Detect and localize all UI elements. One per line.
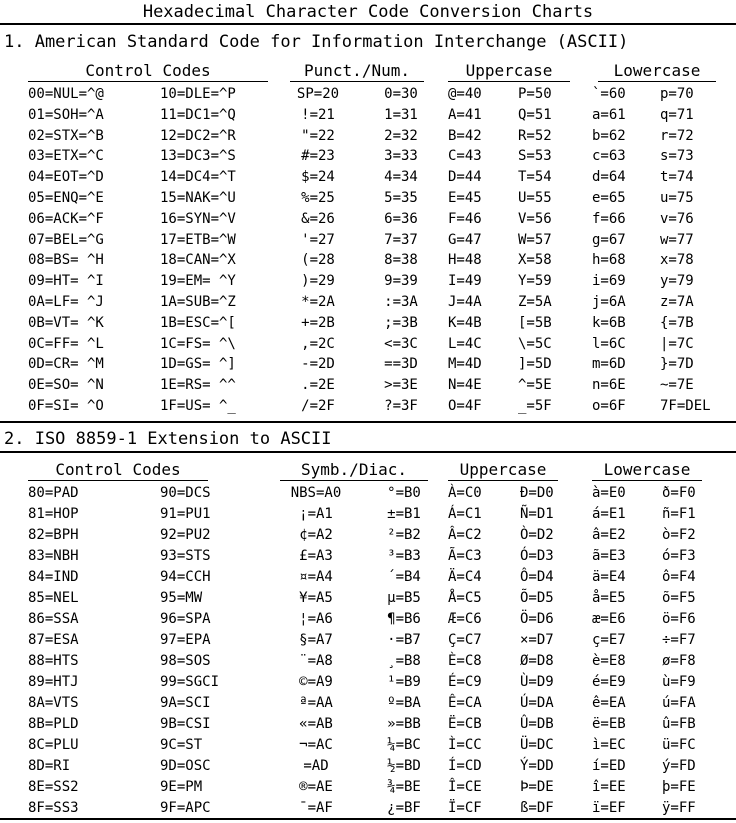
code-entry: ô=F4 [662, 569, 696, 585]
code-entry: b=62 [592, 127, 626, 144]
code-entry: i=69 [592, 273, 626, 290]
code-entry: °=B0 [387, 485, 421, 501]
code-entry: <=3C [384, 335, 418, 352]
code-entry: 8E=SS2 [28, 779, 79, 795]
code-entry: }=7D [660, 356, 694, 373]
code-entry: 05=ENQ=^E [28, 190, 104, 206]
code-entry: z=7A [660, 294, 694, 310]
divider [0, 818, 736, 820]
code-entry: ¾=BE [387, 779, 421, 795]
code-entry: 9E=PM [160, 779, 203, 795]
code-entry: "=22 [301, 127, 335, 144]
code-entry: +=2B [301, 314, 335, 331]
code-entry: {=7B [660, 314, 694, 331]
code-entry: c=63 [592, 148, 626, 165]
code-entry: µ=B5 [387, 590, 421, 606]
code-entry: Ý=DD [520, 758, 554, 774]
code-entry: Ú=DA [520, 695, 554, 711]
code-entry: 94=CCH [160, 569, 211, 585]
code-entry: (=28 [301, 252, 335, 269]
code-entry: $=24 [301, 169, 335, 186]
code-entry: )=29 [301, 273, 335, 290]
code-entry: 9B=CSI [160, 716, 211, 732]
code-entry: 8C=PLU [28, 737, 79, 753]
code-entry: O=4F [448, 398, 482, 414]
code-entry: F=46 [448, 210, 482, 227]
group-header: Lowercase [598, 62, 716, 82]
code-entry: 8F=SS3 [28, 800, 79, 816]
code-entry: 85=NEL [28, 590, 79, 606]
code-entry: 18=CAN=^X [160, 252, 236, 269]
code-entry: 0E=SO= ^N [28, 377, 104, 394]
code-entry: X=58 [518, 252, 552, 269]
code-entry: 0F=SI= ^O [28, 398, 104, 414]
code-entry: ¥=A5 [299, 590, 333, 606]
code-entry: P=50 [518, 86, 552, 102]
code-entry: £=A3 [299, 548, 333, 564]
code-entry: »=BB [387, 716, 421, 732]
code-entry: x=78 [660, 252, 694, 269]
code-entry: 5=35 [384, 190, 418, 206]
code-entry: ç=E7 [592, 632, 626, 648]
code-entry: &=26 [301, 210, 335, 227]
code-entry: Á=C1 [448, 506, 482, 522]
code-entry: Z=5A [518, 294, 552, 310]
code-entry: 90=DCS [160, 485, 211, 501]
code-entry: 9A=SCI [160, 695, 211, 711]
group-header: Uppercase [448, 62, 570, 82]
code-entry: «=AB [299, 716, 333, 732]
code-entry: 7=37 [384, 231, 418, 248]
divider [0, 451, 736, 453]
code-entry: å=E5 [592, 590, 626, 606]
code-entry: ¯=AF [299, 800, 333, 816]
code-entry: -=2D [301, 356, 335, 373]
code-entry: 06=ACK=^F [28, 210, 104, 227]
code-entry: \=5C [518, 335, 552, 352]
code-entry: t=74 [660, 169, 694, 186]
code-entry: ð=F0 [662, 485, 696, 501]
code-entry: ø=F8 [662, 653, 696, 669]
page-title: Hexadecimal Character Code Conversion Charts [142, 2, 594, 22]
section-1-heading: 1. American Standard Code for Information Interchange (ASCII) [4, 32, 629, 52]
code-entry: À=C0 [448, 485, 482, 501]
code-entry: ¹=B9 [387, 674, 421, 690]
code-entry: r=72 [660, 127, 694, 144]
code-entry: á=E1 [592, 506, 626, 522]
code-entry: E=45 [448, 190, 482, 206]
code-entry: ==3D [384, 356, 418, 373]
code-entry: #=23 [301, 148, 335, 165]
code-entry: .=2E [301, 377, 335, 394]
code-entry: ª=AA [299, 695, 333, 711]
code-entry: Î=CE [448, 779, 482, 795]
code-entry: 16=SYN=^V [160, 210, 236, 227]
code-entry: 80=PAD [28, 485, 79, 501]
code-entry: ó=F3 [662, 548, 696, 564]
code-entry: u=75 [660, 190, 694, 206]
code-entry: 3=33 [384, 148, 418, 165]
group-header: Symb./Diac. [280, 461, 428, 481]
code-entry: h=68 [592, 252, 626, 269]
code-entry: D=44 [448, 169, 482, 186]
code-entry: R=52 [518, 127, 552, 144]
code-entry: ³=B3 [387, 548, 421, 564]
code-entry: m=6D [592, 356, 626, 373]
code-entry: SP=20 [296, 86, 340, 102]
code-entry: /=2F [301, 398, 335, 414]
code-entry: >=3E [384, 377, 418, 394]
code-entry: _=5F [518, 398, 552, 414]
code-entry: Â=C2 [448, 527, 482, 543]
code-entry: 96=SPA [160, 611, 211, 627]
code-entry: p=70 [660, 86, 694, 102]
code-entry: NBS=A0 [290, 485, 342, 501]
code-entry: q=71 [660, 106, 694, 123]
code-entry: A=41 [448, 106, 482, 123]
code-entry: K=4B [448, 314, 482, 331]
code-entry: ~=7E [660, 377, 694, 394]
code-entry: 07=BEL=^G [28, 231, 104, 248]
group-header: Uppercase [448, 461, 558, 481]
code-entry: 86=SSA [28, 611, 79, 627]
code-entry: 0B=VT= ^K [28, 314, 104, 331]
code-entry: f=66 [592, 210, 626, 227]
code-entry: ü=FC [662, 737, 696, 753]
code-entry: ;=3B [384, 314, 418, 331]
code-entry: 8D=RI [28, 758, 71, 774]
code-entry: ù=F9 [662, 674, 696, 690]
code-entry: ×=D7 [520, 632, 554, 648]
code-entry: y=79 [660, 273, 694, 290]
code-entry: 9C=ST [160, 737, 203, 753]
code-entry: º=BA [387, 695, 421, 711]
code-entry: Ä=C4 [448, 569, 482, 585]
code-entry: U=55 [518, 190, 552, 206]
group-header: Control Codes [28, 62, 268, 82]
code-entry: G=47 [448, 231, 482, 248]
code-entry: Ì=CC [448, 737, 482, 753]
code-entry: ¿=BF [387, 800, 421, 816]
code-entry: 0=30 [384, 86, 418, 102]
code-entry: l=6C [592, 335, 626, 352]
code-entry: Û=DB [520, 716, 554, 732]
code-entry: @=40 [448, 86, 482, 102]
code-entry: Õ=D5 [520, 590, 554, 606]
code-entry: ¼=BC [387, 737, 421, 753]
code-entry: 1E=RS= ^^ [160, 377, 236, 394]
code-entry: M=4D [448, 356, 482, 373]
code-entry: o=6F [592, 398, 626, 414]
code-entry: 14=DC4=^T [160, 169, 236, 186]
code-entry: 82=BPH [28, 527, 79, 543]
code-entry: a=61 [592, 106, 626, 123]
code-entry: 99=SGCI [160, 674, 220, 690]
code-entry: 9D=OSC [160, 758, 211, 774]
code-entry: î=EE [592, 779, 626, 795]
divider [0, 421, 736, 423]
code-entry: Í=CD [448, 758, 482, 774]
code-entry: Ù=D9 [520, 674, 554, 690]
code-entry: ¡=A1 [299, 506, 333, 522]
code-entry: J=4A [448, 294, 482, 310]
code-entry: Ô=D4 [520, 569, 554, 585]
code-entry: 03=ETX=^C [28, 148, 104, 165]
code-entry: §=A7 [299, 632, 333, 648]
code-entry: Ë=CB [448, 716, 482, 732]
code-entry: 19=EM= ^Y [160, 273, 236, 290]
code-entry: ß=DF [520, 800, 554, 816]
code-entry: ÿ=FF [662, 800, 696, 816]
code-entry: ¨=A8 [299, 653, 333, 669]
code-entry: 13=DC3=^S [160, 148, 236, 165]
code-entry: 4=34 [384, 169, 418, 186]
code-entry: 83=NBH [28, 548, 79, 564]
code-entry: 87=ESA [28, 632, 79, 648]
code-entry: w=77 [660, 231, 694, 248]
code-entry: ±=B1 [387, 506, 421, 522]
code-entry: v=76 [660, 210, 694, 227]
code-entry: õ=F5 [662, 590, 696, 606]
code-entry: 1C=FS= ^\ [160, 335, 236, 352]
code-entry: à=E0 [592, 485, 626, 501]
code-entry: %=25 [301, 190, 335, 206]
code-entry: H=48 [448, 252, 482, 269]
code-entry: é=E9 [592, 674, 626, 690]
code-entry: 81=HOP [28, 506, 79, 522]
code-entry: â=E2 [592, 527, 626, 543]
code-entry: 1B=ESC=^[ [160, 314, 236, 331]
code-entry: 10=DLE=^P [160, 86, 236, 102]
code-entry: !=21 [301, 106, 335, 123]
code-entry: Ö=D6 [520, 611, 554, 627]
code-entry: 12=DC2=^R [160, 127, 236, 144]
code-entry: 09=HT= ^I [28, 273, 104, 290]
code-entry: è=E8 [592, 653, 626, 669]
code-entry: e=65 [592, 190, 626, 206]
code-entry: ê=EA [592, 695, 626, 711]
code-entry: d=64 [592, 169, 626, 186]
group-header: Lowercase [592, 461, 702, 481]
code-entry: =AD [303, 758, 329, 774]
code-entry: 98=SOS [160, 653, 211, 669]
code-entry: [=5B [518, 314, 552, 331]
group-header: Control Codes [28, 461, 208, 481]
code-entry: 0C=FF= ^L [28, 335, 104, 352]
code-entry: ²=B2 [387, 527, 421, 543]
code-entry: 95=MW [160, 590, 203, 606]
code-entry: Æ=C6 [448, 611, 482, 627]
code-entry: Q=51 [518, 106, 552, 123]
code-entry: É=C9 [448, 674, 482, 690]
code-entry: Ï=CF [448, 800, 482, 816]
code-entry: 8A=VTS [28, 695, 79, 711]
code-entry: 93=STS [160, 548, 211, 564]
code-entry: *=2A [301, 294, 335, 310]
code-entry: 1D=GS= ^] [160, 356, 236, 373]
code-entry: ½=BD [387, 758, 421, 774]
code-entry: 02=STX=^B [28, 127, 104, 144]
code-entry: ÷=F7 [662, 632, 696, 648]
code-entry: 17=ETB=^W [160, 231, 236, 248]
code-entry: 9=39 [384, 273, 418, 290]
code-entry: ã=E3 [592, 548, 626, 564]
code-entry: í=ED [592, 758, 626, 774]
code-entry: ý=FD [662, 758, 696, 774]
code-entry: Ó=D3 [520, 548, 554, 564]
code-entry: 2=32 [384, 127, 418, 144]
code-entry: ú=FA [662, 695, 696, 711]
code-entry: ·=B7 [387, 632, 421, 648]
code-entry: n=6E [592, 377, 626, 394]
code-entry: ë=EB [592, 716, 626, 732]
code-entry: 97=EPA [160, 632, 211, 648]
code-entry: ä=E4 [592, 569, 626, 585]
code-entry: 04=EOT=^D [28, 169, 104, 186]
code-entry: 00=NUL=^@ [28, 86, 104, 102]
code-entry: 1F=US= ^_ [160, 398, 236, 414]
group-header: Punct./Num. [290, 62, 424, 82]
code-entry: 0D=CR= ^M [28, 356, 104, 373]
code-entry: 9F=APC [160, 800, 211, 816]
section-2-heading: 2. ISO 8859-1 Extension to ASCII [4, 429, 332, 449]
code-entry: 92=PU2 [160, 527, 211, 543]
code-entry: I=49 [448, 273, 482, 290]
code-entry: T=54 [518, 169, 552, 186]
code-entry: j=6A [592, 294, 626, 310]
code-entry: þ=FE [662, 779, 696, 795]
code-entry: 8=38 [384, 252, 418, 269]
code-entry: 1=31 [384, 106, 418, 123]
code-entry: û=FB [662, 716, 696, 732]
code-entry: Ñ=D1 [520, 506, 554, 522]
code-entry: ñ=F1 [662, 506, 696, 522]
code-entry: 7F=DEL [660, 398, 711, 414]
code-entry: ì=EC [592, 737, 626, 753]
code-entry: Ø=D8 [520, 653, 554, 669]
code-entry: ´=B4 [387, 569, 421, 585]
code-entry: g=67 [592, 231, 626, 248]
code-entry: 84=IND [28, 569, 79, 585]
code-entry: 6=36 [384, 210, 418, 227]
code-entry: ?=3F [384, 398, 418, 414]
code-entry: '=27 [301, 231, 335, 248]
code-entry: 0A=LF= ^J [28, 294, 104, 310]
code-entry: 1A=SUB=^Z [160, 294, 236, 310]
code-entry: ®=AE [299, 779, 333, 795]
code-entry: ö=F6 [662, 611, 696, 627]
code-entry: æ=E6 [592, 611, 626, 627]
code-entry: ©=A9 [299, 674, 333, 690]
code-entry: `=60 [592, 86, 626, 102]
code-entry: Þ=DE [520, 779, 554, 795]
code-entry: C=43 [448, 148, 482, 165]
code-entry: 8B=PLD [28, 716, 79, 732]
code-entry: 89=HTJ [28, 674, 79, 690]
code-entry: 15=NAK=^U [160, 190, 236, 206]
code-entry: Ü=DC [520, 737, 554, 753]
code-entry: L=4C [448, 335, 482, 352]
code-entry: N=4E [448, 377, 482, 394]
code-entry: 91=PU1 [160, 506, 211, 522]
code-entry: Y=59 [518, 273, 552, 290]
code-entry: ,=2C [301, 335, 335, 352]
code-entry: Ð=D0 [520, 485, 554, 501]
code-entry: Ê=CA [448, 695, 482, 711]
code-entry: |=7C [660, 335, 694, 352]
code-entry: Ã=C3 [448, 548, 482, 564]
code-entry: k=6B [592, 314, 626, 331]
code-entry: ¢=A2 [299, 527, 333, 543]
divider [0, 23, 736, 25]
code-entry: È=C8 [448, 653, 482, 669]
code-entry: ]=5D [518, 356, 552, 373]
code-entry: ^=5E [518, 377, 552, 394]
code-entry: :=3A [384, 294, 418, 310]
code-entry: ò=F2 [662, 527, 696, 543]
code-entry: 08=BS= ^H [28, 252, 104, 269]
code-entry: ¶=B6 [387, 611, 421, 627]
code-entry: Å=C5 [448, 590, 482, 606]
code-entry: ¸=B8 [387, 653, 421, 669]
code-entry: ¦=A6 [299, 611, 333, 627]
code-entry: s=73 [660, 148, 694, 165]
code-entry: Ç=C7 [448, 632, 482, 648]
code-entry: 11=DC1=^Q [160, 106, 236, 123]
code-entry: S=53 [518, 148, 552, 165]
code-entry: B=42 [448, 127, 482, 144]
code-entry: W=57 [518, 231, 552, 248]
code-entry: ï=EF [592, 800, 626, 816]
code-entry: ¤=A4 [299, 569, 333, 585]
code-entry: 88=HTS [28, 653, 79, 669]
code-entry: ¬=AC [299, 737, 333, 753]
code-entry: 01=SOH=^A [28, 106, 104, 123]
code-entry: V=56 [518, 210, 552, 227]
code-entry: Ò=D2 [520, 527, 554, 543]
